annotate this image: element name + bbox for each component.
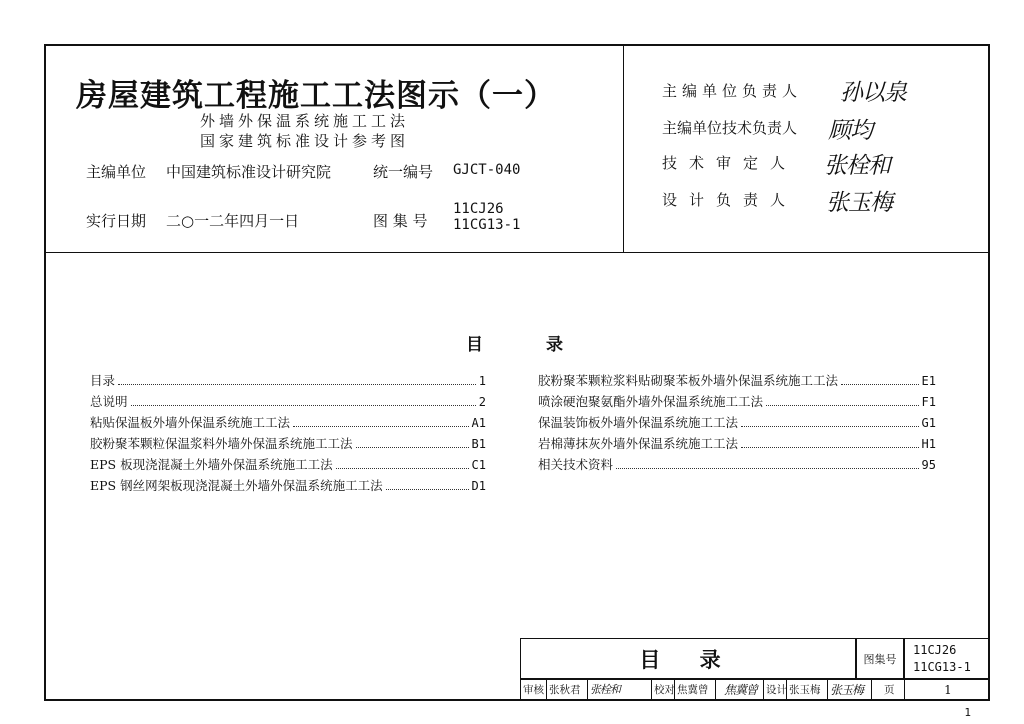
- toc-item[interactable]: EPS 钢丝网架板现浇混凝土外墙外保温系统施工工法 D1: [90, 478, 486, 493]
- atlas-no-1: 11CJ26: [453, 201, 504, 217]
- toc-item[interactable]: 胶粉聚苯颗粒浆料贴砌聚苯板外墙外保温系统施工工法 E1: [538, 373, 936, 388]
- role-technical-reviewer: 技术审定人: [662, 154, 798, 172]
- review-name: 张秋君: [546, 679, 581, 701]
- role-chief-editor: 主编单位负责人: [662, 82, 803, 100]
- sheet-page-number: 1: [964, 706, 971, 719]
- check-label: 校对: [651, 679, 675, 701]
- role-design-lead: 设计负责人: [662, 191, 798, 209]
- titleblock-atlas-label: 图集号: [856, 638, 904, 679]
- toc-left-column: [90, 372, 486, 498]
- toc-item[interactable]: 相关技术资料 95: [538, 457, 936, 472]
- toc-item[interactable]: 粘贴保温板外墙外保温系统施工工法 A1: [90, 415, 486, 430]
- atlas-title: 房屋建筑工程施工工法图示（一）: [76, 78, 556, 114]
- header-vertical-divider: [623, 44, 624, 252]
- toc-item[interactable]: 总说明 2: [90, 394, 486, 409]
- atlas-no-2: 11CG13-1: [453, 217, 521, 233]
- unified-no-value: GJCT-040: [453, 162, 521, 178]
- check-name: 焦冀曾: [674, 679, 709, 701]
- review-signature: 张栓和: [587, 679, 654, 701]
- header-divider: [44, 252, 990, 253]
- toc-right-column: [538, 372, 936, 477]
- design-signature: 张玉梅: [827, 679, 872, 701]
- titleblock-atlas-2: 11CG13-1: [913, 660, 971, 674]
- toc-item[interactable]: EPS 板现浇混凝土外墙外保温系统施工工法 C1: [90, 457, 486, 472]
- atlas-no-label: 图 集 号: [373, 212, 428, 230]
- toc-item[interactable]: 保温装饰板外墙外保温系统施工工法 G1: [538, 415, 936, 430]
- title-block: [520, 638, 990, 701]
- toc-item[interactable]: 目录 1: [90, 373, 486, 388]
- check-signature: 焦冀曾: [715, 679, 762, 701]
- page-label: 页: [871, 679, 904, 701]
- signature-chief-editor: 孙以泉: [840, 80, 906, 106]
- titleblock-atlas-cell: [904, 638, 990, 679]
- toc-heading-1: 目: [466, 335, 483, 355]
- signature-technical-reviewer: 张栓和: [824, 153, 890, 179]
- toc-heading-2: 录: [546, 335, 563, 355]
- atlas-subtitle-1: 外墙外保温系统施工工法: [200, 112, 410, 130]
- unified-no-label: 统一编号: [373, 163, 434, 181]
- titleblock-atlas-1: 11CJ26: [913, 643, 957, 657]
- atlas-subtitle-2: 国家建筑标准设计参考图: [200, 132, 410, 150]
- date-label: 实行日期: [86, 212, 147, 230]
- toc-item[interactable]: 胶粉聚苯颗粒保温浆料外墙外保温系统施工工法 B1: [90, 436, 486, 451]
- signature-design-lead: 张玉梅: [826, 190, 892, 216]
- date-value: 二○一二年四月一日: [166, 212, 300, 230]
- role-technical-director: 主编单位技术负责人: [662, 119, 798, 137]
- design-label: 设计: [763, 679, 787, 701]
- page-value: 1: [904, 679, 991, 701]
- design-name: 张玉梅: [786, 679, 821, 701]
- toc-item[interactable]: 岩棉薄抹灰外墙外保温系统施工工法 H1: [538, 436, 936, 451]
- editor-label: 主编单位: [86, 163, 147, 181]
- signature-technical-director: 顾均: [828, 118, 872, 144]
- review-label: 审核: [523, 684, 544, 696]
- editor-value: 中国建筑标准设计研究院: [166, 163, 332, 181]
- titleblock-name: 目 录: [520, 638, 856, 679]
- toc-item[interactable]: 喷涂硬泡聚氨酯外墙外保温系统施工工法 F1: [538, 394, 936, 409]
